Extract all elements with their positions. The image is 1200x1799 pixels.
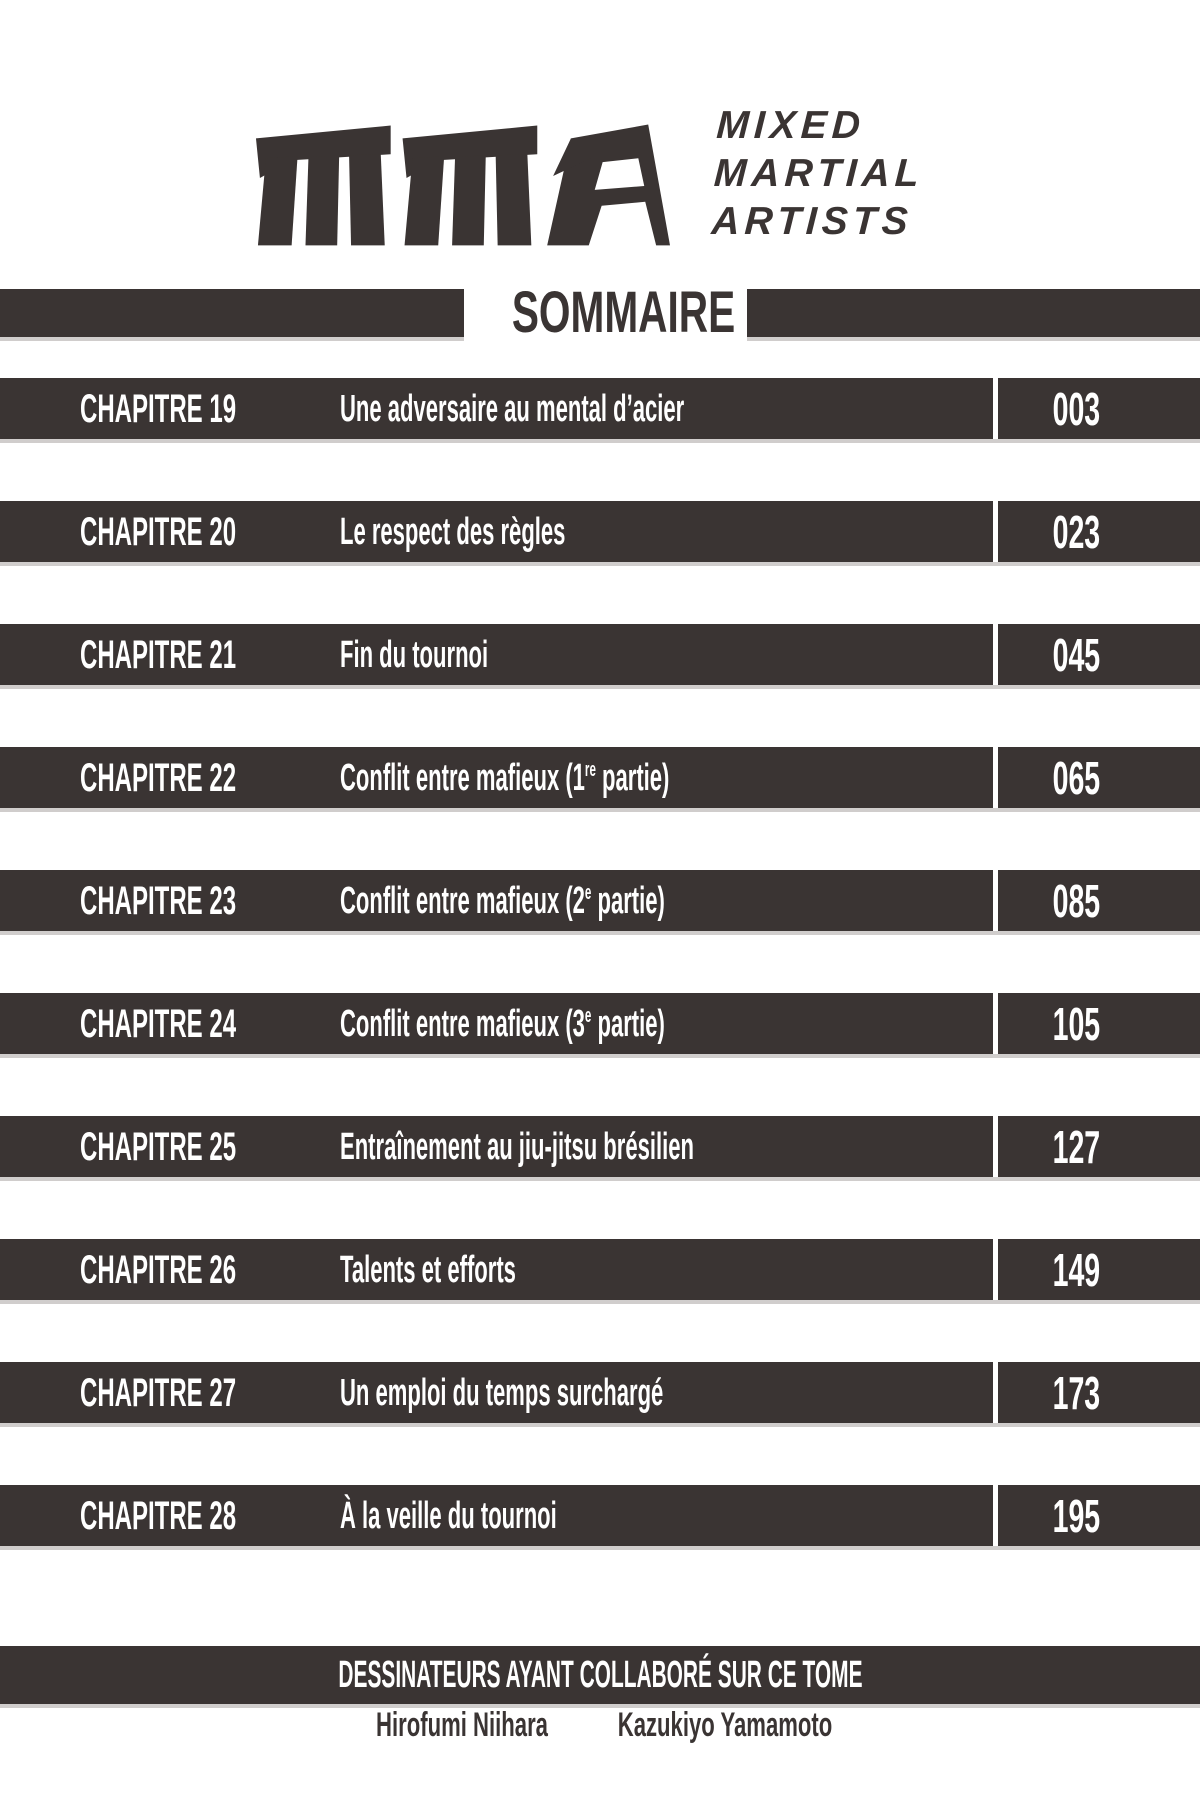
- chapter-title-cell: [340, 633, 993, 676]
- chapter-title-text: Le respect des règles: [340, 510, 566, 553]
- chapter-title: [340, 510, 566, 553]
- chapter-label-cell: [80, 1001, 340, 1046]
- chapter-title: [340, 1494, 557, 1537]
- footer-banner-text: DESSINATEURS AYANT COLLABORÉ SUR CE TOME: [337, 1654, 863, 1696]
- chapter-title: [340, 1125, 694, 1168]
- chapter-title-cell: [340, 756, 993, 799]
- chapter-label: CHAPITRE 25: [80, 1124, 237, 1169]
- chapter-title-text: Conflit entre mafieux (1: [340, 756, 585, 799]
- chapter-title-tail: partie): [591, 1002, 665, 1045]
- chapter-label: CHAPITRE 21: [80, 632, 237, 677]
- chapter-title-cell: [340, 1125, 993, 1168]
- chapter-title-text: Conflit entre mafieux (2: [340, 879, 585, 922]
- chapter-label: CHAPITRE 19: [80, 386, 237, 431]
- chapter-label-cell: [80, 1493, 340, 1538]
- chapter-title: [340, 387, 685, 430]
- toc-row: [0, 1362, 1200, 1423]
- page-number-cell: [998, 628, 1200, 681]
- page-number: 173: [1052, 1366, 1100, 1419]
- chapter-label-cell: [80, 632, 340, 677]
- chapter-label: CHAPITRE 20: [80, 509, 237, 554]
- mma-logo: [252, 116, 670, 246]
- toc-row: [0, 993, 1200, 1054]
- toc-row: [0, 870, 1200, 931]
- chapter-title-cell: [340, 1371, 993, 1414]
- page-number: 045: [1052, 628, 1100, 681]
- logo-subtitle-line: ARTISTS: [710, 200, 914, 243]
- chapter-title-cell: [340, 1248, 993, 1291]
- toc-row: [0, 1239, 1200, 1300]
- chapter-title-text: Une adversaire au mental d’acier: [340, 387, 685, 430]
- logo-letter-m2: [403, 126, 538, 246]
- artist-name: Kazukiyo Yamamoto: [617, 1706, 833, 1744]
- toc-row: [0, 1485, 1200, 1546]
- logo-subtitle-line: MIXED: [715, 104, 867, 147]
- chapter-label-cell: [80, 509, 340, 554]
- page-number-cell: [998, 382, 1200, 435]
- page-number: 023: [1052, 505, 1100, 558]
- chapter-title-text: Conflit entre mafieux (3: [340, 1002, 585, 1045]
- logo-letter-a: [547, 125, 670, 246]
- page-number-cell: [998, 1366, 1200, 1419]
- chapter-title: [340, 756, 670, 799]
- page-number: 105: [1052, 997, 1100, 1050]
- chapter-title-superscript: e: [584, 1004, 592, 1027]
- page-number: 149: [1052, 1243, 1100, 1296]
- logo-subtitle-line: MARTIAL: [712, 152, 925, 195]
- page-number: 085: [1052, 874, 1100, 927]
- chapter-title-tail: partie): [595, 756, 670, 799]
- chapter-title-text: À la veille du tournoi: [340, 1494, 557, 1537]
- chapter-title-text: Fin du tournoi: [340, 633, 489, 676]
- chapter-label: CHAPITRE 22: [80, 755, 237, 800]
- chapter-title-text: Un emploi du temps surchargé: [340, 1371, 664, 1414]
- chapter-title: [340, 879, 665, 922]
- heading-title-wrap: [464, 280, 747, 345]
- page-number-cell: [998, 874, 1200, 927]
- toc-row: [0, 747, 1200, 808]
- chapter-label-cell: [80, 1124, 340, 1169]
- chapter-label-cell: [80, 878, 340, 923]
- page-number-cell: [998, 997, 1200, 1050]
- chapter-label-cell: [80, 755, 340, 800]
- chapter-title-cell: [340, 1494, 993, 1537]
- logo-letter-m1: [256, 126, 391, 246]
- page-number-cell: [998, 505, 1200, 558]
- chapter-title-cell: [340, 510, 993, 553]
- chapter-label-cell: [80, 386, 340, 431]
- chapter-title-cell: [340, 879, 993, 922]
- chapter-title: [340, 1248, 517, 1291]
- chapter-label: CHAPITRE 28: [80, 1493, 237, 1538]
- page-number-cell: [998, 751, 1200, 804]
- toc-row: [0, 624, 1200, 685]
- toc-row: [0, 378, 1200, 439]
- chapter-title-superscript: re: [584, 758, 596, 781]
- chapter-title-cell: [340, 1002, 993, 1045]
- chapter-label: CHAPITRE 27: [80, 1370, 237, 1415]
- page-number: 127: [1052, 1120, 1100, 1173]
- chapter-label-cell: [80, 1370, 340, 1415]
- chapter-label: CHAPITRE 23: [80, 878, 237, 923]
- chapter-title: [340, 1371, 664, 1414]
- toc-list: [0, 378, 1200, 1608]
- heading-left-bar: [0, 289, 464, 337]
- artist-name: Hirofumi Niihara: [376, 1706, 548, 1744]
- heading-right-bar: [747, 289, 1200, 337]
- chapter-title: [340, 633, 489, 676]
- toc-row: [0, 501, 1200, 562]
- logo-subtitle: [710, 102, 927, 246]
- chapter-title: [340, 1002, 665, 1045]
- chapter-title-text: Entraînement au jiu-jitsu brésilien: [340, 1125, 694, 1168]
- chapter-label-cell: [80, 1247, 340, 1292]
- page-title: SOMMAIRE: [511, 280, 736, 345]
- page-number-cell: [998, 1120, 1200, 1173]
- chapter-title-text: Talents et efforts: [340, 1248, 517, 1291]
- chapter-label: CHAPITRE 26: [80, 1247, 237, 1292]
- chapter-title-cell: [340, 387, 993, 430]
- page-number: 195: [1052, 1489, 1100, 1542]
- page-number-cell: [998, 1243, 1200, 1296]
- chapter-title-tail: partie): [591, 879, 665, 922]
- page-number: 065: [1052, 751, 1100, 804]
- chapter-title-superscript: e: [584, 881, 592, 904]
- footer-banner: [0, 1646, 1200, 1704]
- toc-row: [0, 1116, 1200, 1177]
- page-number-cell: [998, 1489, 1200, 1542]
- chapter-label: CHAPITRE 24: [80, 1001, 237, 1046]
- page-number: 003: [1052, 382, 1100, 435]
